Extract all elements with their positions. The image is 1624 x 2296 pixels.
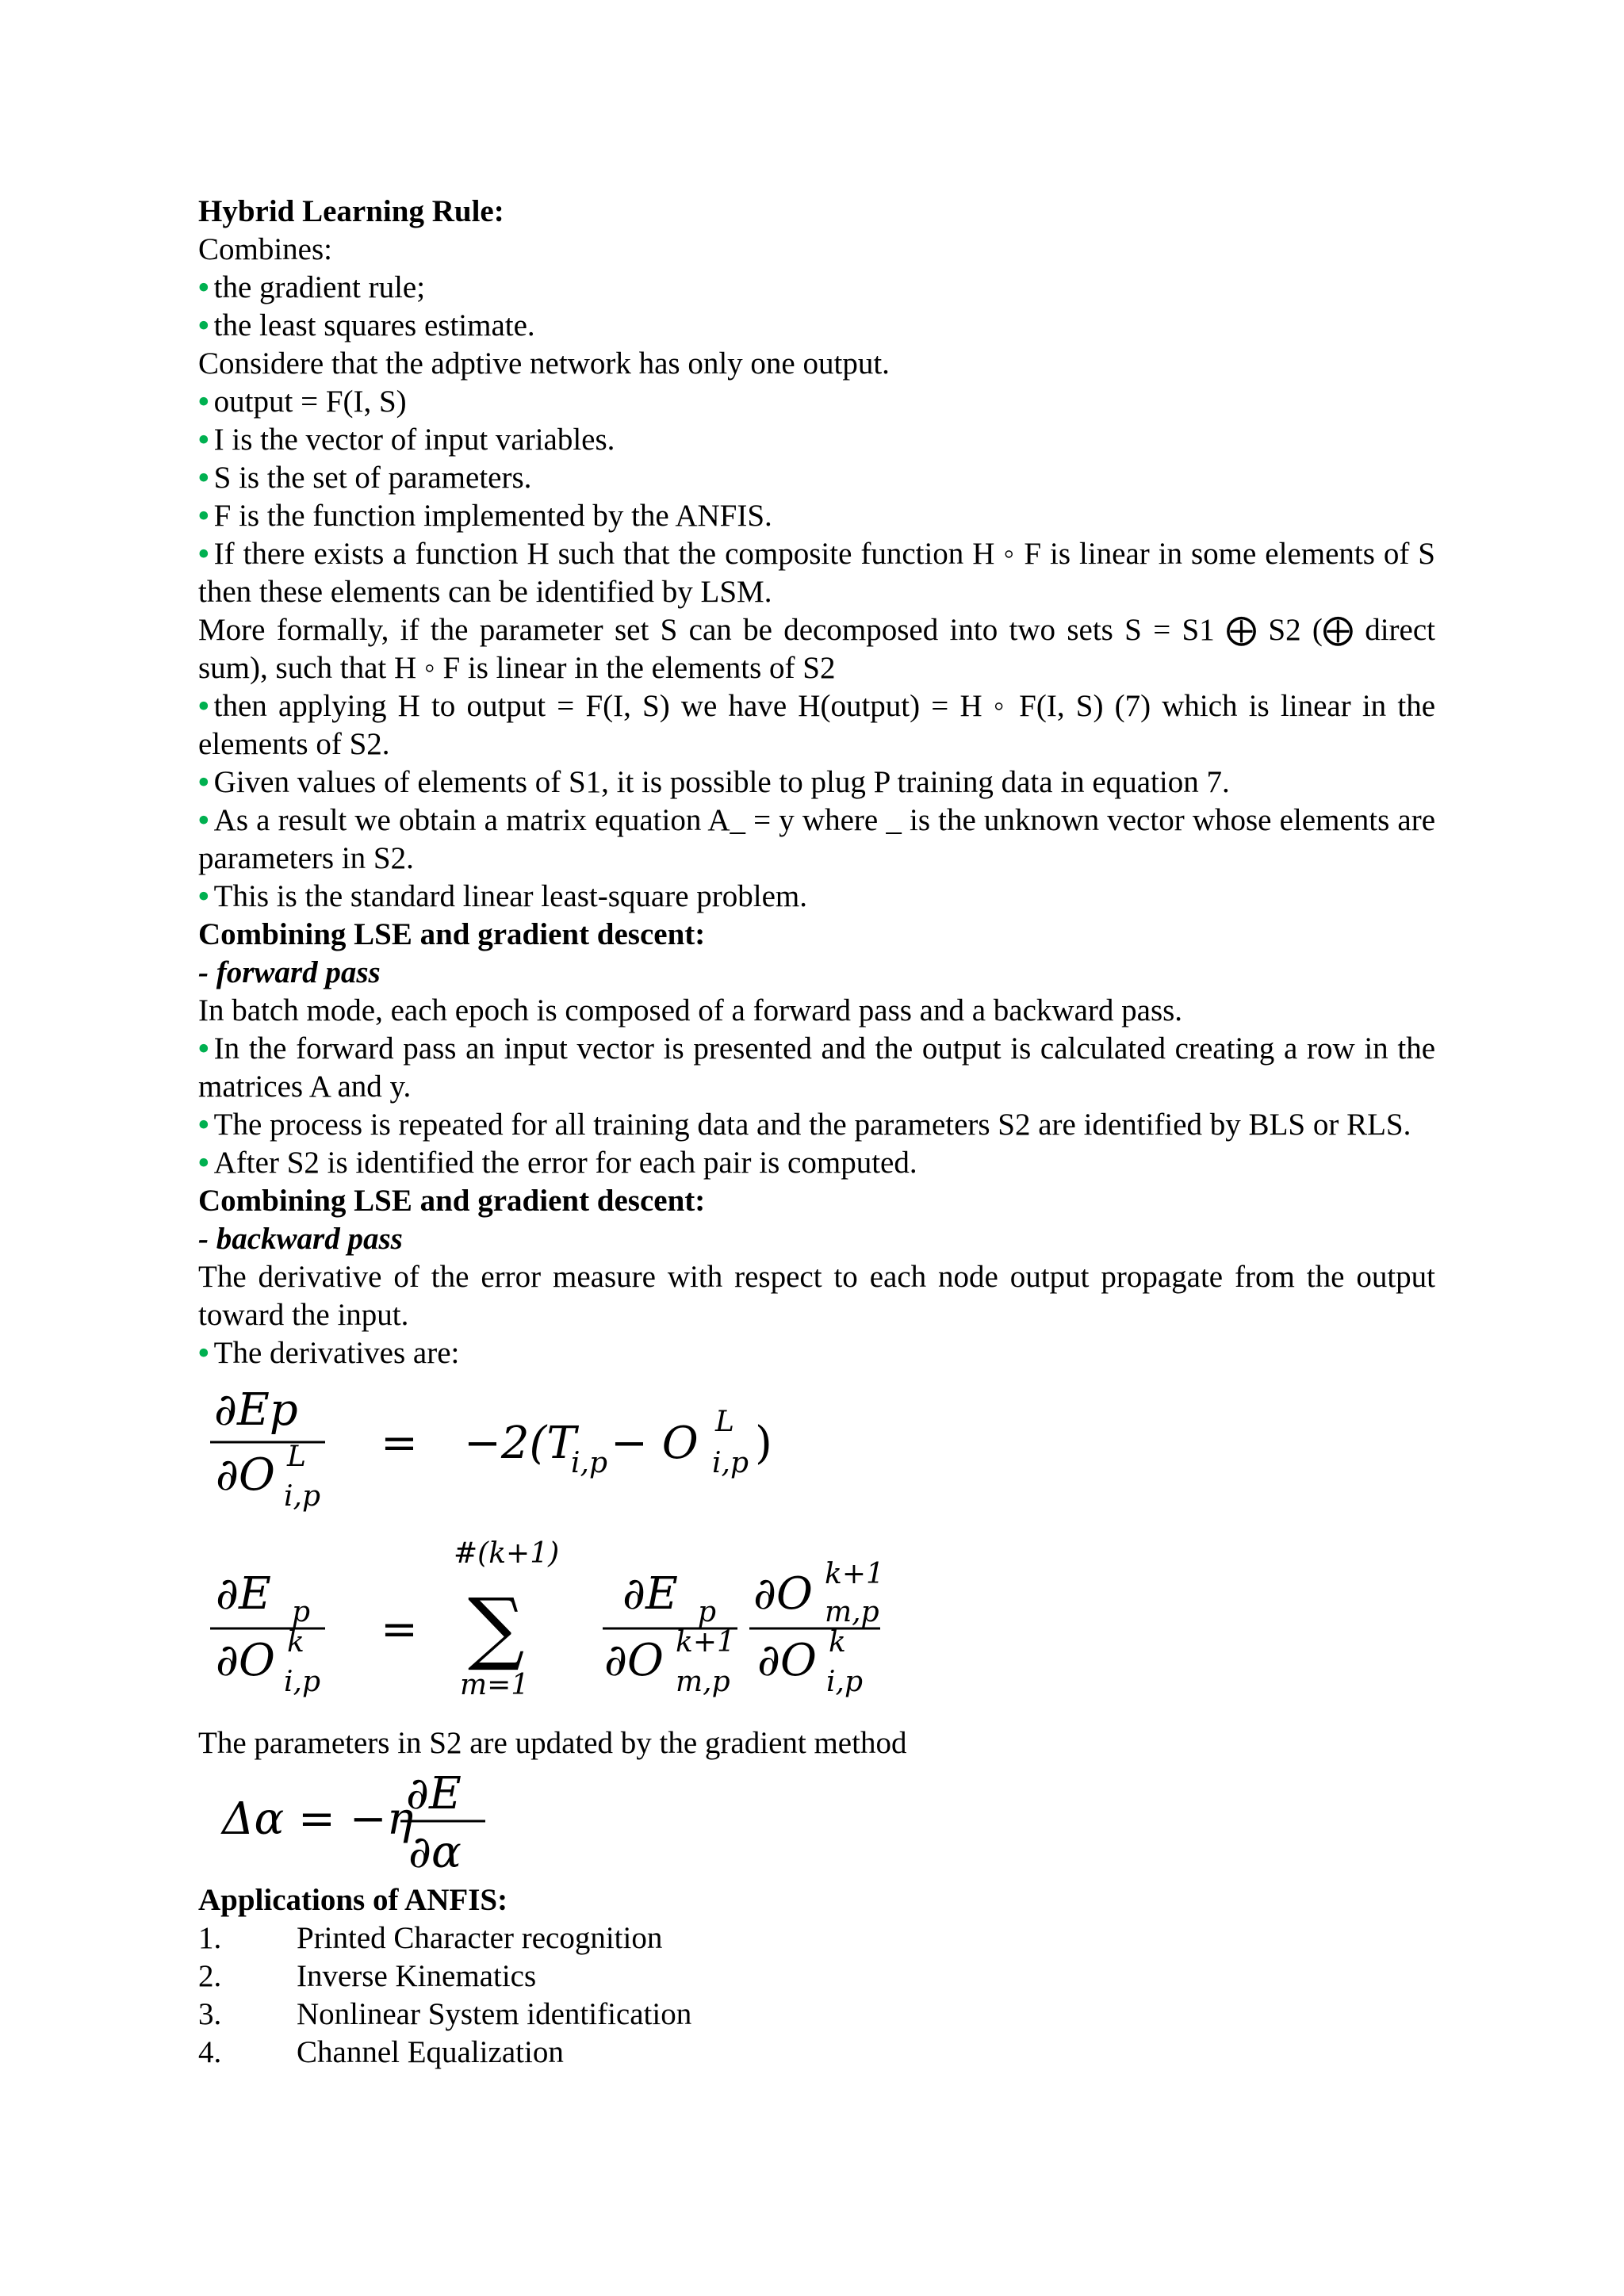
heading-combining-backward: Combining LSE and gradient descent: [198,1184,706,1218]
eq2-f2-denominator: ∂O [757,1635,817,1686]
eq1-rhs: −2(T [464,1418,576,1469]
eq1-den-sup: L [287,1441,306,1473]
eq2-f1-den-sub: m,p [676,1666,730,1698]
formal-item: • As a result we obtain a matrix equation A_ = y where _ is the unknown vector whose elements are parameters in S2. [198,803,1435,875]
bullet-icon: • [198,385,209,419]
eq1-rhs-mid: − O [611,1418,699,1469]
eq2-f1-num-sub: p [698,1596,717,1628]
application-item: 3. Nonlinear System identification [198,1997,692,2031]
eq1-den-sub: i,p [284,1480,321,1513]
eq1-rhs-end: ) [755,1418,772,1469]
eq1-numerator: ∂Ep [214,1384,298,1436]
model-item: • S is the set of parameters. [198,461,532,495]
bullet-icon: • [198,1031,209,1066]
equation-2 [210,1537,884,1701]
eq2-f1-numerator: ∂E [622,1568,678,1620]
heading-combining-forward: Combining LSE and gradient descent: [198,917,706,951]
forward-intro: In batch mode, each epoch is composed of a forward pass and a backward pass. [198,993,1183,1027]
eq3-denominator: ∂α [408,1827,462,1878]
bullet-icon: • [198,499,209,533]
eq2-f2-numerator: ∂O [753,1568,813,1620]
combines-label: Combines: [198,232,333,266]
eq2-num-sub: p [292,1596,311,1628]
eq2-den-sup: k [287,1626,304,1659]
backward-intro: The derivative of the error measure with respect to each node output propagate from the output toward the input. [198,1260,1435,1332]
forward-item: • The process is repeated for all training data and the parameters S2 are identified by BLS or RLS. [198,1108,1411,1142]
bullet-icon: • [198,1146,209,1180]
eq2-numerator: ∂E [216,1568,271,1620]
eq1-rhs-sup: L [715,1406,734,1438]
document-page [198,193,1435,2072]
forward-item: • After S2 is identified the error for each pair is computed. [198,1146,917,1180]
eq2-f1-den-sup: k+1 [676,1626,735,1659]
model-item: • If there exists a function H such that the composite function H ◦ F is linear in some elements of S then these elements can be identified by LSM. [198,537,1435,609]
heading-hybrid-learning-rule: Hybrid Learning Rule: [198,194,504,228]
eq1-equals: = [381,1418,418,1469]
bullet-icon: • [198,1108,209,1142]
bullet-icon: • [198,1336,209,1370]
combine-item: • the least squares estimate. [198,308,535,342]
eq2-sum-sign: ∑ [468,1581,525,1674]
eq2-f2-num-sup: k+1 [825,1558,884,1590]
equation-1 [210,1384,772,1513]
eq2-f2-num-sub: m,p [825,1596,879,1628]
eq2-den-sub: i,p [284,1666,321,1698]
subheading-backward-pass: - backward pass [198,1222,403,1256]
application-item: 2. Inverse Kinematics [198,1959,537,1993]
model-item: • I is the vector of input variables. [198,423,615,457]
forward-item: • In the forward pass an input vector is presented and the output is calculated creating a row in the matrices A and y. [198,1031,1435,1104]
bullet-icon: • [198,308,209,342]
bullet-icon: • [198,803,209,837]
formal-item: • This is the standard linear least-square problem. [198,879,808,913]
eq2-sum-bottom: m=1 [460,1669,530,1701]
eq2-sum-top: #(k+1) [454,1537,560,1570]
formal-item: • Given values of elements of S1, it is possible to plug P training data in equation 7. [198,765,1230,799]
bullet-icon: • [198,270,209,304]
eq3-lhs: Δα = −η [222,1793,414,1845]
bullet-icon: • [198,765,209,799]
eq1-denominator: ∂O [216,1449,275,1501]
params-update-text: The parameters in S2 are updated by the gradient method [198,1726,907,1760]
application-item: 4. Channel Equalization [198,2035,564,2069]
bullet-icon: • [198,689,209,723]
bullet-icon: • [198,879,209,913]
derivatives-item: • The derivatives are: [198,1336,460,1370]
eq1-rhs-sub2: i,p [712,1447,749,1479]
eq2-equals: = [381,1604,418,1655]
eq2-f1-denominator: ∂O [604,1635,664,1686]
bullet-icon: • [198,423,209,457]
model-item: • output = F(I, S) [198,385,407,419]
eq2-f2-den-sup: k [829,1626,846,1659]
subheading-forward-pass: - forward pass [198,955,381,989]
heading-applications: Applications of ANFIS: [198,1883,508,1917]
update-equation [198,1762,595,1881]
derivative-equations [198,1379,991,1712]
application-item: 1. Printed Character recognition [198,1921,663,1955]
eq2-f2-den-sub: i,p [826,1666,864,1698]
eq3-numerator: ∂E [406,1768,462,1820]
combine-item: • the gradient rule; [198,270,426,304]
model-item: • F is the function implemented by the ANFIS. [198,499,772,533]
formally-text: More formally, if the parameter set S can be decomposed into two sets S = S1 ⨁ S2 (⨁ direct sum), such that H ◦ F is linear in the elements of S2 [198,613,1435,685]
eq1-rhs-sub1: i,p [571,1447,608,1479]
formal-item: • then applying H to output = F(I, S) we have H(output) = H ◦ F(I, S) (7) which is linear in the elements of S2. [198,689,1435,761]
consider-text: Considere that the adptive network has only one output. [198,346,890,381]
eq2-denominator: ∂O [216,1635,275,1686]
bullet-icon: • [198,461,209,495]
bullet-icon: • [198,537,209,571]
